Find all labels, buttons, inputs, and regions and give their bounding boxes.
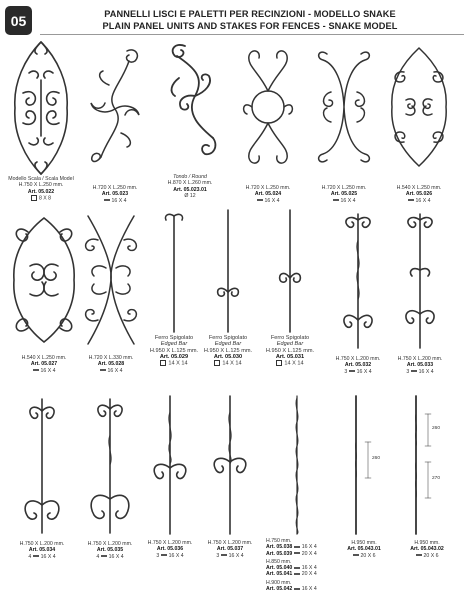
product-section-spec: 16 X 4 <box>111 197 127 204</box>
product-article: Art. 05.028 <box>97 361 125 368</box>
panel-drawing <box>313 42 375 172</box>
product-section-spec: 16 X 4 <box>108 553 124 560</box>
stake-drawing <box>80 395 140 535</box>
stake-drawing <box>200 392 260 537</box>
panel-drawing <box>384 42 454 172</box>
product-type-label: Modello Scala / Scala Model <box>8 176 74 182</box>
page-title-english: PLAIN PANEL UNITS AND STAKES FOR FENCES - SNAKE MODEL <box>102 21 398 31</box>
product-size: H.540 X L.250 mm. <box>21 355 67 361</box>
product-05-043-02 <box>396 392 458 567</box>
square-section-icon <box>214 360 220 366</box>
product-article: Art. 05.033 <box>406 362 434 369</box>
flat-section-icon <box>257 199 263 201</box>
product-article: Art. 05.043.02 <box>410 546 444 553</box>
product-size: H.540 X L.250 mm. <box>396 185 442 191</box>
product-05-026 <box>384 42 454 207</box>
product-size: H.750 X L.250 mm. <box>18 182 64 189</box>
product-section-spec: 14 X 14 <box>284 360 304 367</box>
section-number-badge: 05 <box>5 6 32 35</box>
piece-count: 4 <box>96 553 100 560</box>
panel-drawing <box>78 210 144 350</box>
flat-section-icon <box>161 554 167 556</box>
product-05-033 <box>392 210 448 385</box>
product-article: Art. 05.039 <box>266 550 293 557</box>
product-type-label-english: Edged Bar <box>160 341 188 348</box>
product-05-030 <box>202 206 254 396</box>
flat-section-icon <box>353 554 359 556</box>
twist-length-label: 260 <box>432 426 441 431</box>
product-05-037 <box>200 392 260 567</box>
product-article: Art. 05.023 <box>101 191 129 198</box>
twist-length-label: 260 <box>372 456 381 461</box>
product-size: H.750 X L.200 mm. <box>397 356 443 362</box>
product-article: Art. 05.031 <box>275 353 305 360</box>
flat-section-icon <box>333 199 339 201</box>
product-size: H.750 mm. <box>266 538 292 544</box>
flat-section-icon <box>221 554 227 556</box>
product-section-spec: 8 X 8 <box>38 195 52 202</box>
piece-count: 3 <box>156 552 160 559</box>
flat-section-icon <box>104 199 110 201</box>
product-section-spec: 16 X 4 <box>356 368 372 375</box>
piece-count: 3 <box>216 552 220 559</box>
product-05-028 <box>78 210 144 385</box>
product-article: Art. 05.036 <box>156 546 184 553</box>
panel-drawing <box>237 42 299 172</box>
product-size: H.950 mm. <box>351 540 377 546</box>
product-section-spec: 16 X 4 <box>340 197 356 204</box>
product-section-spec: 16 X 4 <box>168 552 184 559</box>
product-section-spec: 16 X 4 <box>301 586 317 593</box>
product-article: Art. 05.042 <box>266 586 293 593</box>
product-05-025 <box>313 42 375 207</box>
product-article: Art. 05.029 <box>159 353 189 360</box>
flat-section-icon <box>33 369 39 371</box>
stake-drawing <box>392 210 448 350</box>
product-section-spec: 20 X 6 <box>360 552 376 559</box>
product-section-spec: 16 X 4 <box>301 544 317 551</box>
stake-drawing <box>262 206 318 336</box>
flat-section-icon <box>294 588 300 590</box>
product-article: Art. 05.038 <box>266 544 293 551</box>
product-05-022 <box>5 38 77 208</box>
product-size: H.950 X L.125 mm. <box>149 347 199 354</box>
stake-drawing <box>14 395 70 535</box>
product-05-043-01 <box>334 392 394 567</box>
product-05-023-01 <box>155 38 225 208</box>
product-05-023 <box>85 45 145 205</box>
stake-drawing <box>140 392 200 537</box>
product-size: H.750 X L.200 mm. <box>147 540 193 546</box>
product-article: Art. 05.022 <box>27 188 55 195</box>
product-type-label: Ferro Spigolato <box>208 335 248 341</box>
flat-section-icon <box>411 370 417 372</box>
product-05-029 <box>148 210 200 395</box>
product-article: Art. 05.032 <box>344 362 372 369</box>
product-size: H.720 X L.250 mm. <box>92 185 138 191</box>
product-type-label-english: Edged Bar <box>276 341 304 348</box>
product-section-spec: 16 X 4 <box>418 368 434 375</box>
product-size: H.850 mm. <box>266 558 292 565</box>
product-size: H.720 X L.250 mm. <box>321 185 367 191</box>
product-article: Art. 05.026 <box>405 191 433 198</box>
bar-drawing <box>334 392 394 537</box>
product-section-spec: 20 X 4 <box>301 550 317 557</box>
product-article: Art. 05.027 <box>30 361 58 368</box>
product-article: Art. 05.034 <box>28 547 56 554</box>
product-section-spec: 14 X 14 <box>222 360 242 367</box>
product-section-spec: 16 X 4 <box>264 197 280 204</box>
flat-section-icon <box>349 370 355 372</box>
product-article: Art. 05.041 <box>266 571 293 578</box>
product-05-032 <box>330 210 386 385</box>
product-article: Art. 05.037 <box>216 546 244 553</box>
product-size: H.720 X L.330 mm. <box>88 355 134 361</box>
product-article: Art. 05.023.01 <box>173 186 207 193</box>
product-type-label-english: Edged Bar <box>214 341 242 348</box>
product-article: Art. 05.040 <box>266 565 293 572</box>
flat-section-icon <box>408 199 414 201</box>
product-section-spec: 16 X 4 <box>301 565 317 572</box>
product-article: Art. 05.035 <box>96 547 124 554</box>
product-size: H.950 mm. <box>414 540 440 546</box>
flat-section-icon <box>100 369 106 371</box>
flat-section-icon <box>33 555 39 557</box>
panel-drawing <box>5 38 77 178</box>
product-type-label: Ferro Spigolato <box>270 335 310 341</box>
page-title-italian: PANNELLI LISCI E PALETTI PER RECINZIONI - MODELLO SNAKE <box>104 9 396 19</box>
product-article: Art. 05.025 <box>330 191 358 198</box>
twist-length-label: 270 <box>432 476 441 481</box>
piece-count: 3 <box>344 368 348 375</box>
piece-count: 3 <box>406 368 410 375</box>
product-05-035 <box>80 395 140 565</box>
product-05-027 <box>8 210 80 385</box>
panel-drawing <box>85 45 145 173</box>
piece-count: 4 <box>28 553 32 560</box>
product-section-spec: 16 X 4 <box>40 553 56 560</box>
header-divider <box>40 34 464 35</box>
product-section-spec: Ø 12 <box>184 192 196 199</box>
panel-drawing <box>155 38 225 168</box>
stake-drawing <box>330 210 386 350</box>
product-section-spec: 20 X 4 <box>301 571 317 578</box>
product-05-038 <box>264 392 330 597</box>
product-section-spec: 16 X 4 <box>228 552 244 559</box>
product-size: H.950 X L.125 mm. <box>203 347 253 354</box>
product-05-024 <box>237 42 299 207</box>
product-section-spec: 16 X 4 <box>415 197 431 204</box>
square-section-icon <box>31 195 37 201</box>
product-05-031 <box>262 206 318 396</box>
flat-section-icon <box>294 552 300 554</box>
panel-drawing <box>8 210 80 350</box>
product-size: H.750 X L.200 mm. <box>335 356 381 362</box>
product-size: H.750 X L.200 mm. <box>87 541 133 547</box>
product-type-label: Ferro Spigolato <box>154 335 194 341</box>
product-article: Art. 05.030 <box>213 353 243 360</box>
product-05-036 <box>140 392 200 567</box>
stake-drawing <box>148 210 200 335</box>
flat-section-icon <box>101 555 107 557</box>
flat-section-icon <box>294 573 300 575</box>
product-section-spec: 14 X 14 <box>168 360 188 367</box>
product-05-034 <box>14 395 70 565</box>
product-size: H.870 X L.260 mm. <box>167 180 213 187</box>
product-size: H.900 mm. <box>266 579 292 586</box>
product-section-spec: 16 X 4 <box>107 367 123 374</box>
square-section-icon <box>276 360 282 366</box>
stake-drawing <box>202 206 254 336</box>
product-article: Art. 05.043.01 <box>347 546 381 553</box>
product-section-spec: 16 X 4 <box>40 367 56 374</box>
flat-section-icon <box>294 546 300 548</box>
product-size: H.950 X L.125 mm. <box>265 347 315 354</box>
flat-section-icon <box>294 567 300 569</box>
product-size: H.750 X L.200 mm. <box>19 541 65 547</box>
bar-drawing <box>264 392 330 537</box>
flat-section-icon <box>416 554 422 556</box>
product-section-spec: 20 X 6 <box>423 552 439 559</box>
product-size: H.750 X L.200 mm. <box>207 540 253 546</box>
product-article: Art. 05.024 <box>254 191 282 198</box>
bar-drawing <box>396 392 458 537</box>
product-size: H.720 X L.250 mm. <box>245 185 291 191</box>
product-type-label: Tondo / Round <box>173 174 207 180</box>
square-section-icon <box>160 360 166 366</box>
